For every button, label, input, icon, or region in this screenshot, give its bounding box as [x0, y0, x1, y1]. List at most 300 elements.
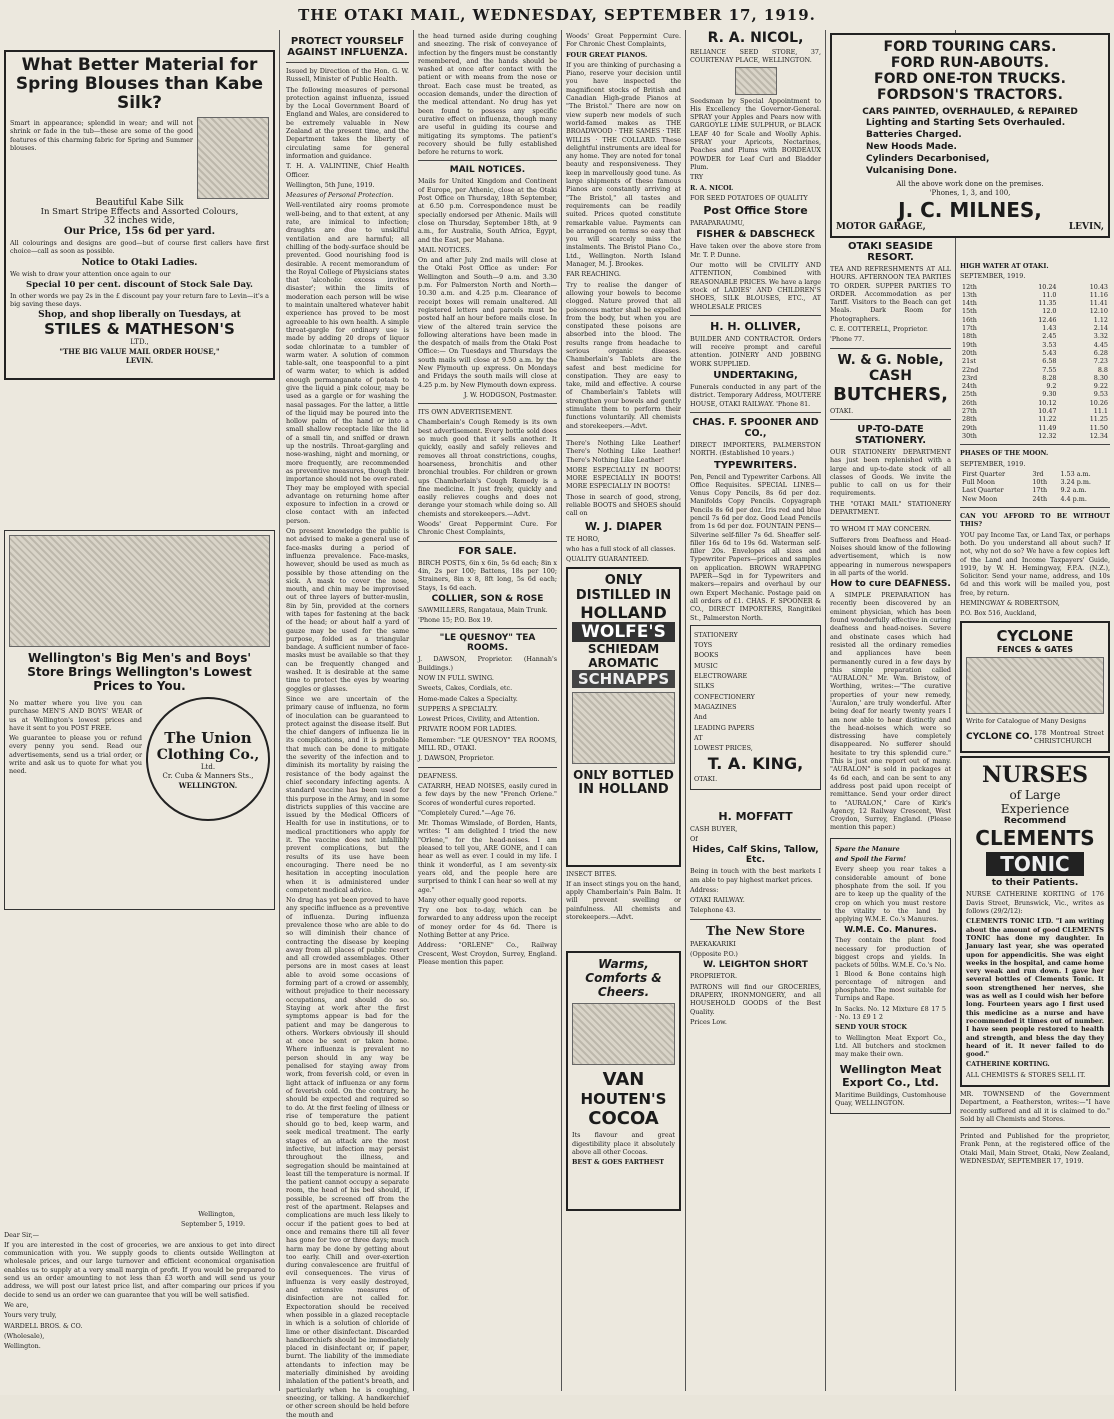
column-3: [414, 30, 562, 1391]
union-body1: No matter where you live you can purchase MEN'S AND BOYS' WEAR of us at Wellington's lowest prices and have it sent to you POST FREE.: [9, 699, 142, 732]
cyclone-catalogue: Write for Catalogue of Many Designs: [966, 716, 1087, 725]
resort-sig: C. E. COTTERELL, Proprietor.: [830, 325, 928, 334]
king-item: LOWEST PRICES,: [694, 744, 753, 753]
for-sale-title: FOR SALE.: [458, 545, 517, 557]
ford-list-item: Cylinders Decarbonised,: [866, 154, 990, 164]
moffatt-address2: OTAKI RAILWAY.: [690, 896, 745, 905]
king-item: And: [694, 713, 707, 722]
short-name: W. LEIGHTON SHORT: [703, 960, 808, 971]
wardell-sign: WARDELL BROS. & CO.: [4, 1321, 83, 1330]
for-sale-body: BIRCH POSTS, 6in x 6in, 5s 6d each; 8in x 4in, 2s per 100; Battens, 18s per 100; Strainers, 8in x 8, 8ft long, 5s 6d each; Stays, 1s 6d each.: [418, 558, 557, 592]
tide-cell: 24th: [962, 382, 977, 391]
tide-row: [960, 357, 1110, 365]
king-item: STATIONERY: [694, 630, 738, 639]
deafness-title: DEAFNESS.: [418, 771, 458, 780]
moon-cell: 4.4 p.m.: [1060, 494, 1087, 503]
column-5: [686, 30, 826, 1391]
tide-cell: 18th: [962, 332, 977, 341]
tide-cell: 19th: [962, 340, 977, 349]
stationery-body: OUR STATIONERY DEPARTMENT has just been replenished with a large and up-to-date stock of all classes of Goods. We invite the public to call on us for their requirements.: [830, 447, 951, 498]
king-item: MAGAZINES: [694, 702, 737, 711]
king-item: BOOKS: [694, 651, 719, 660]
moon-cell: 9.2 a.m.: [1060, 486, 1087, 495]
moffatt-goods: Hides, Calf Skins, Tallow, Etc.: [692, 845, 819, 866]
cocoa-line7: Its flavour and great digestibility place it absolutely above all other Cocoas.: [572, 1131, 675, 1156]
moffatt-telephone: Telephone 43.: [690, 906, 736, 915]
tide-cell: 10.24: [1038, 282, 1057, 291]
moon-title: PHASES OF THE MOON.: [960, 449, 1049, 458]
tide-cell: 12.46: [1038, 315, 1057, 324]
nicol-sub: RELIANCE SEED STORE, 37, COURTENAY PLACE, WELLINGTON.: [690, 48, 821, 65]
cured-body2: Many other equally good reports.: [418, 895, 527, 904]
influenza-subhead: Measures of Personal Protection.: [286, 191, 394, 200]
paraparaumu: PARAPARAUMU,: [690, 219, 745, 228]
tide-cell: 15th: [962, 307, 977, 316]
le-quesnoy-title: "LE QUESNOY" TEA ROOMS.: [439, 633, 536, 654]
tide-row: [960, 299, 1110, 307]
stiles-notice-body: We wish to draw your attention once again to our: [10, 269, 171, 278]
tide-cell: 3.53: [1042, 340, 1057, 349]
moon-row: [960, 478, 1110, 486]
tide-cell: 4.45: [1093, 340, 1108, 349]
column-2: [282, 30, 414, 1419]
schnapps-line2: DISTILLED IN: [575, 587, 672, 603]
stiles-notice-title: Notice to Otaki Ladies.: [81, 257, 198, 268]
resort-title: OTAKI SEASIDE RESORT.: [847, 241, 934, 263]
cocoa-line3: Cheers.: [597, 985, 650, 1000]
cocoa-line1: Warms,: [598, 957, 649, 972]
concern-title: TO WHOM IT MAY CONCERN.: [830, 525, 931, 534]
clements-advert: [960, 756, 1110, 1087]
tide-row: [960, 424, 1110, 432]
tide-cell: 7.55: [1042, 365, 1057, 374]
tide-cell: 6.58: [1042, 357, 1057, 366]
tide-cell: 27th: [962, 407, 977, 416]
le-quesnoy-1: Sweets, Cakes, Cordials, etc.: [418, 684, 513, 693]
moon-row: [960, 486, 1110, 494]
le-quesnoy-prop: J. DAWSON, Proprietor. (Hannah's Buildings.): [418, 655, 557, 672]
king-item: ELECTROWARE: [694, 672, 748, 681]
new-store-title: The New Store: [706, 923, 805, 938]
influenza-continued: the head turned aside during coughing and sneezing. The risk of conveyance of infection by the fingers must be constantly remembered, and the hands should be washed at once after contact with the patient or with means from the nose or throat. Each case must be treated, as occasion demands, under the direction of the medical attendant. No drug has yet been found to possess any specific curative effect on influenza, though many are useful in guiding its course and mitigating its symptoms. The patient's recovery should be fully established before he returns to work.: [418, 32, 557, 157]
howto-body: A SIMPLE PREPARATION has recently been discovered by an eminent physician, which has been found wonderfully effective in curing deafness and head-noises. Severe and obstinate cases which had resisted all the ordinary remedies and appliances have been permanently cured in a few days by this simple preparation called "AURALON." Mr. Wm. Bristow, of Worthing, writes:—"The curative properties of your new remedy, 'Auralon,' are truly wonderful. After being deaf for nearly twenty years I am now able to hear distinctly and the head-noises which were so distressing have completely disappeared. No sufferer should hesitate to try this splendid cure." This is just one report out of many. "AURALON" is sold in packages at 4s 6d each, and can be sent to any address post paid upon receipt of remittance. Send your order direct to "AURALON," Care of Kirk's Agency, 12 Railway Crescent, West Croydon, Surrey, England. (Please mention this paper.): [830, 591, 951, 832]
tide-cell: 9.2: [1046, 382, 1057, 391]
tide-title: HIGH WATER AT OTAKI.: [960, 262, 1049, 270]
tide-cell: 22nd: [962, 365, 979, 374]
moffatt-name: H. MOFFATT: [718, 809, 793, 823]
manure-prices: In Sacks. No. 12 Mixture £8 17 5 · No. 13 £9 1 2: [835, 1004, 946, 1022]
moon-cell: 1.53 a.m.: [1060, 469, 1091, 478]
pianos-title: FOUR GREAT PIANOS.: [566, 50, 648, 59]
union-body2: We guarantee to please you or refund every penny you send. Read our advertisements, send us a trial order, or write and ask us to quote for what you need.: [9, 734, 142, 776]
tide-row: [960, 432, 1110, 440]
schnapps-line3: HOLLAND: [580, 602, 667, 622]
influenza-title: PROTECT YOURSELF AGAINST INFLUENZA.: [287, 36, 408, 58]
tide-cell: 11.22: [1038, 415, 1057, 424]
leather-2: MORE ESPECIALLY IN BOOTS! MORE ESPECIALLY IN BOOTS! MORE ESPECIALLY IN BOOTS!: [566, 465, 681, 491]
tide-cell: 12th: [962, 282, 977, 291]
collier-sub: SAWMILLERS, Rangataua, Main Trunk.: [418, 605, 548, 614]
diaper-town: TE HORO,: [566, 534, 600, 543]
undertaking-title: UNDERTAKING,: [713, 370, 798, 382]
tide-cell: 5.43: [1042, 348, 1057, 357]
mail-notices-2: On and after July 2nd mails will close at the Otaki Post Office as under: For Wellington and South—9 a.m. and 3.30 p.m. For Palmerston North and North—10.30 a.m. and 4.25 p.m. Clearance of receipt boxes will remain unaltered. All registered letters and parcels must be posted half an hour before mails close. In view of the altered train service the following alterations have been made in the despatch of mails from the Otaki Post Office:— On Tuesdays and Thursdays the south mails will close at 9.50 a.m. by the New Plymouth up express. On Mondays and Fridays the south mails will close at 4.25 p.m. by New Plymouth down express.: [418, 256, 557, 389]
tax-title: CAN YOU AFFORD TO BE WITHOUT THIS?: [960, 512, 1110, 529]
king-item: TOYS: [694, 641, 713, 650]
stiles-town: LEVIN.: [125, 356, 154, 366]
tide-cell: 11.35: [1038, 299, 1057, 308]
howto-title: How to cure DEAFNESS.: [830, 579, 951, 590]
stiles-price: Our Price, 15s 6d per yard.: [63, 226, 216, 237]
union-logo: [146, 697, 270, 821]
ford-line3: FORD ONE-TON TRUCKS.: [874, 71, 1066, 87]
influenza-body3: On present knowledge the public is not advised to make a general use of face-masks during a period of influenza prevalence. Face-masks, however, should be used as much as possible by those attending on the sick. A mask to cover the nose, mouth, and chin may be improvised out of three layers of butter-muslin, 8in by 5in, provided at the corners with tapes for fastening at the back of the head; or about half a yard of gauze may be used for the same purpose, folded as a triangular bandage. A sufficient number of face-masks must be available so that they can be frequently changed and washed. It is desirable at the same time to protect the eyes by wearing goggles or glasses.: [286, 527, 409, 693]
olliver-sub: BUILDER AND CONTRACTOR. Orders will receive prompt and careful attention. JOINERY AND JOBBING WORK SUPPLIED.: [690, 334, 821, 368]
nicol-seed: FOR SEED POTATOES OF QUALITY: [690, 193, 808, 202]
le-quesnoy-2: Home-made Cakes a Specialty.: [418, 694, 518, 703]
fisher-sub: Have taken over the above store from Mr. T. P. Dunne.: [690, 242, 821, 259]
ford-line7: 'Phones, 1, 3, and 100,: [929, 189, 1011, 197]
ford-list-item: New Hoods Made.: [866, 142, 957, 152]
tide-row: [960, 382, 1110, 390]
moon-cell: 10th: [1032, 478, 1048, 487]
cyclone-name: CYCLONE: [996, 626, 1074, 645]
tide-row: [960, 324, 1110, 332]
cocoa-cup-illustration: [572, 1003, 675, 1065]
concern-body: Sufferers from Deafness and Head-Noises should know of the following advertisement, which is now appearing in numerous newspapers in all parts of the world.: [830, 535, 951, 577]
ford-list-item: Lighting and Starting Sets Overhauled.: [866, 118, 1066, 128]
tax-body: YOU pay Income Tax, or Land Tax, or perhaps both. Do you understand all about such? If not, why not do so? We have a few copies left of the Land and Income Taxpayers' Guide, 1919, by W. H. Hemingway, F.P.A. (N.Z.), Solicitor. Send your name, address, and 10s 6d and this work will be mailed you, post free, by return.: [960, 530, 1110, 597]
tide-cell: 1.12: [1093, 315, 1108, 324]
tide-cell: 12.0: [1042, 307, 1057, 316]
diaper-sub: who has a full stock of all classes.: [566, 544, 676, 553]
manure-send-body: to Wellington Meat Export Co., Ltd. All butchers and stockmen may make their own.: [835, 1033, 946, 1059]
diaper-name: W. J. DIAPER: [584, 519, 663, 533]
noble-cash: CASH: [869, 367, 912, 384]
cocoa-line8: BEST & GOES FARTHEST: [572, 1158, 664, 1167]
ford-line6: All the above work done on the premises.: [896, 180, 1044, 188]
stiles-fare: In other words we pay 2s in the £ discount pay your return fare to Levin—it's a big saving these days.: [10, 291, 269, 309]
olliver-name: H. H. OLLIVER,: [710, 319, 801, 333]
tide-cell: 14th: [962, 299, 977, 308]
moffatt-sub: CASH BUYER,: [690, 824, 738, 833]
noble-butchers: BUTCHERS,: [833, 383, 948, 405]
manure-line1: Spare the Manure: [835, 844, 900, 853]
ford-line5: CARS PAINTED, OVERHAULED, & REPAIRED: [862, 107, 1078, 117]
collier-name: COLLIER, SON & ROSE: [431, 593, 544, 604]
peppermint-cure: Woods' Great Peppermint Cure. For Chronic Chest Complaints,: [566, 32, 681, 49]
noble-name: W. & G. Noble,: [837, 352, 944, 368]
le-quesnoy-3: SUPPERS A SPECIALTY.: [418, 704, 498, 713]
tide-cell: 9.30: [1042, 390, 1057, 399]
tide-cell: 17th: [962, 324, 977, 333]
spooner-name: CHAS. F. SPOONER AND CO.,: [692, 416, 819, 439]
moon-cell: 3rd: [1032, 469, 1044, 478]
insect-body: If an insect stings you on the hand, apply Chamberlain's Pain Balm. It will prevent swelling or painfulness. All chemists and storekeepers.—Advt.: [566, 879, 681, 921]
moon-cell: 3.24 p.m.: [1060, 478, 1091, 487]
king-item: MUSIC: [694, 661, 718, 670]
tide-cell: 11.1: [1093, 407, 1108, 416]
stiles-width: 32 inches wide,: [103, 216, 176, 226]
union-logo-line1: The Union: [164, 728, 252, 747]
tide-cell: 10.26: [1089, 398, 1108, 407]
schnapps-line6: AROMATIC: [588, 655, 659, 670]
schnapps-advert: [566, 567, 681, 867]
influenza-issued: Issued by Direction of the Hon. G. W. Russell, Minister of Public Health.: [286, 67, 409, 84]
tide-row: [960, 349, 1110, 357]
king-advert: [690, 625, 821, 790]
wardell-sign2: (Wholesale),: [4, 1331, 45, 1340]
schnapps-line8: ONLY BOTTLED: [573, 767, 674, 782]
tide-row: [960, 366, 1110, 374]
ford-advert: [830, 33, 1110, 238]
nicol-name: R. A. NICOL,: [707, 30, 804, 46]
king-item: SILKS: [694, 682, 715, 691]
cured-title: "Completely Cured."—Age 76.: [418, 808, 516, 817]
tide-cell: 8.28: [1042, 373, 1057, 382]
cured-address: Address: "ORLENE" Co., Railway Crescent, West Croydon, Surrey, England. Please mention this paper.: [418, 941, 557, 966]
wardell-body: If you are interested in the cost of groceries, we are anxious to get into direct communication with you. We supply goods to clients outside Wellington at wholesale prices, and our large turnover and efficient economical organisation enables us to supply at a very small margin of profit. If you would be prepared to send us an order amounting to not less than £3 worth and will send us your address, we will post our latest price list, and after comparing our prices if you decide to send us an order we can guarantee that you will be well satisfied.: [4, 1240, 275, 1299]
to-patients: to their Patients.: [991, 878, 1079, 889]
king-item: LEADING PAPERS: [694, 723, 755, 732]
tide-cell: 25th: [962, 390, 977, 399]
moon-cell: 17th: [1032, 486, 1048, 495]
moon-cell: 24th: [1032, 494, 1048, 503]
quality-guaranteed: QUALITY GUARANTEED.: [566, 555, 649, 564]
moffatt-body: Being in touch with the best markets I am able to pay highest market prices.: [690, 867, 821, 884]
cocoa-line5: HOUTEN'S: [580, 1090, 667, 1109]
le-quesnoy-full: NOW IN FULL SWING.: [418, 674, 494, 682]
tide-cell: 13th: [962, 290, 977, 299]
cyclone-advert: [960, 621, 1110, 754]
manure-body: Every sheep you rear takes a considerable amount of bone phosphate from the soil. If you are to keep up the quality of the crop on which you must restore the vitality to the land by applying W.M.E. Co.'s Manures.: [835, 865, 946, 924]
milnes-town: LEVIN,: [1068, 222, 1104, 232]
moon-cell: New Moon: [962, 494, 998, 503]
nurses-title: NURSES: [981, 762, 1089, 789]
union-headline: Wellington's Big Men's and Boys' Store Brings Wellington's Lowest Prices to You.: [27, 651, 252, 693]
tide-cell: 16th: [962, 315, 977, 324]
moffatt-of: Of: [690, 835, 698, 843]
stiles-name: STILES & MATHESON'S: [44, 320, 235, 339]
tide-row: [960, 374, 1110, 382]
tide-row: [960, 307, 1110, 315]
le-quesnoy-6: Remember: "LE QUESNOY" TEA ROOMS, MILL RD., OTAKI.: [418, 735, 557, 753]
milnes-name: J. C. MILNES,: [898, 198, 1042, 222]
schnapps-line5: SCHIEDAM: [587, 641, 660, 656]
union-advert: [4, 530, 275, 910]
stiles-slogan: "THE BIG VALUE MAIL ORDER HOUSE,": [59, 347, 220, 357]
moon-cell: Full Moon: [962, 478, 996, 487]
schnapps-line4: WOLFE'S: [572, 622, 675, 642]
resort-body: TEA AND REFRESHMENTS AT ALL HOURS. AFTERNOON TEA PARTIES TO ORDER. SUPPER PARTIES TO ORDER. Accommodation as per Tariff. Visitors to the Beach can get Meals. Dark Room for Photographers.: [830, 265, 951, 323]
own-ad-body: Chamberlain's Cough Remedy is its own best advertisement. Every bottle sold does so much good that it sells another. It quickly, easily and safely relieves and removes all throat constrictions, coughs, hoarseness, bronchitis and other bronchial troubles. For children or grown ups Chamberlain's Cough Remedy is a fine medicine. It just freely, quickly and easily relieves coughs and does not derange your stomach while doing so. All chemists and storekeepers.—Advt.: [418, 418, 557, 518]
union-logo-line3: Ltd.: [200, 762, 216, 771]
tide-table: [960, 283, 1110, 441]
typewriters-body: Pen, Pencil and Typewriter Carbons. All Office Requisites. SPECIAL LINES— Venus Copy Pencils, 8s 6d per doz. Manifolds Copy Pencils. Copyagraph Pencils 8s 6d per doz. Iris red and blue pencil 7s 6d per doz. Good Lead Pencils from 1s 6d per doz. FOUNTAIN PENS— Silverine self-filler 7s 6d. Sheaffer self-filler 16s 6d to 19s 6d. Waterman self-filler 20s. Envelopes all sizes and Typewriter Papers—prices and samples on application. BROWN WRAPPING PAPER—Sqd in for Typewriters and makers—repairs and overhaul by our own Expert Mechanic. Postage paid on all orders of £1. CHAS. F. SPOONER & CO., DIRECT IMPORTERS, Rangitikei St., Palmerston North.: [690, 472, 821, 622]
cyclone-sub: FENCES & GATES: [996, 644, 1074, 654]
king-item: CONFECTIONERY: [694, 692, 755, 701]
tide-cell: 10.12: [1038, 398, 1057, 407]
ford-line1: FORD TOURING CARS.: [883, 39, 1057, 55]
tide-cell: 12.32: [1038, 431, 1057, 440]
tide-cell: 30th: [962, 431, 977, 440]
tide-cell: 11.0: [1042, 290, 1057, 299]
nurse-foot: ALL CHEMISTS & STORES SELL IT.: [966, 1070, 1086, 1079]
manure-body2: They contain the plant food necessary for production of biggest crops and yields. In packets of 50lbs. W.M.E. Co.'s No. 1 Blood & Bone contains high percentage of nitrogen and phosphate. The most suitable for Turnips and Rape.: [835, 936, 946, 1003]
moon-row: [960, 470, 1110, 478]
tide-cell: 6.28: [1093, 348, 1108, 357]
fence-gate-illustration: [966, 657, 1104, 714]
tide-cell: 11.49: [1038, 423, 1057, 432]
nurse-name: NURSE CATHERINE KORTING of 176 Davis Street, Brunswick, Vic., writes as follows (29/2/12):: [966, 890, 1104, 916]
stiles-body: Smart in appearance; splendid in wear; and will not shrink or fade in the tub—these are some of the good features of this charming fabric for Spring and Summer blouses.: [10, 119, 193, 152]
stiles-headline: What Better Material for Spring Blouses than Kabe Silk?: [15, 55, 264, 113]
cured-body: Mr. Thomas Wimslade, of Borden, Hants, writes: "I am delighted I tried the new "Orlene," for the head-noises. I am pleased to tell you, ARE GONE, and I can hear as well as ever. I could in my life. I think it wonderful, as I am seventy-six years old, and the people here are surprised to think I can hear so well at my age.": [418, 819, 557, 894]
leather-3: Those in search of good, strong, reliable BOOTS and SHOES should call on: [566, 492, 681, 518]
tide-cell: 11.41: [1089, 299, 1108, 308]
ford-list-item: Vulcanising Done.: [866, 166, 958, 176]
cured-body3: Try one box to-day, which can be forwarded to any address upon the receipt of money order for 4s 6d. There is Nothing Better at any Price.: [418, 906, 557, 940]
column-4: [562, 30, 686, 1391]
moffatt-address: Address:: [690, 885, 719, 894]
leather-1: There's Nothing Like Leather! There's Nothing Like Leather! There's Nothing Like Leather!: [566, 438, 681, 464]
tide-cell: 28th: [962, 415, 977, 424]
tide-row: [960, 399, 1110, 407]
manure-send: SEND YOUR STOCK: [835, 1023, 907, 1032]
tax-sig: HEMINGWAY & ROBERTSON,: [960, 598, 1060, 607]
le-quesnoy-5: PRIVATE ROOM FOR LADIES.: [418, 725, 517, 734]
fisher-body: Our motto will be CIVILITY AND ATTENTION, Combined with REASONABLE PRICES. We have a large stock of LADIES' AND CHILDREN'S SHOES, SILK BLOUSES, ETC., AT WHOLESALE PRICES: [690, 261, 821, 311]
tide-cell: 11.25: [1089, 415, 1108, 424]
ford-list-item: Batteries Charged.: [866, 130, 962, 140]
schnapps-line9: IN HOLLAND: [578, 781, 669, 797]
wardell-greeting: Dear Sir,—: [4, 1230, 39, 1239]
wardell-close1: We are,: [4, 1300, 29, 1309]
stiles-special: Special 10 per cent. discount of Stock Sale Day.: [26, 279, 253, 290]
influenza-body2: Well-ventilated airy rooms promote well-being, and to that extent, at any rate, are inimical to infection; draughts are due to unskilful ventilation and are harmful; all chilling of the body-surface should be prevented. Good nourishing food is desirable. A recent memorandum of the Royal College of Physicians states that 'alcoholic excess invites disaster'; within the limits of moderation each person will be wise to maintain unaltered whatever habit experience has proved to be most agreeable to his own health. A simple throat-gargle for ordinary use is made by adding 20 drops of liquor sodæ chlorinatæ to a tumbler of warm water. A solution of common table-salt, one teaspoonful to a pint of warm water, to which is added enough permanganate of potash to give the liquid a pink colour, may be used as a gargle or for washing the nasal passages. For the latter, a little of the liquid may be poured into the hollow palm of the hand or into a small shallow receptacle like the lid of a small tin, and sniffed or drawn up the nostrils. Throat-gargling and nose-washing, night and morning, or more frequently, are recommended as preventive measures, though their importance should not be over-rated. They may be employed with special advantage on returning home after exposure to infection in a crowd or close contact with an infected person.: [286, 201, 409, 525]
printed-by: Printed and Published for the proprietor, Frank Penn, at the registered office of the Otaki Mail, Main Street, Otaki, New Zealand, WEDNESDAY, SEPTEMBER 17, 1919.: [960, 1132, 1110, 1166]
recommend: Recommend: [1003, 816, 1067, 827]
stiles-shop: Shop, and shop liberally on Tuesdays, at: [38, 310, 241, 321]
tide-cell: 9.22: [1093, 382, 1108, 391]
nicol-try: TRY: [690, 173, 704, 182]
far-reaching-body: Try to realise the danger of allowing your bowels to become clogged. Nature proved that all poisonous matter shall be expelled from the body, but when you are constipated these poisons are absorbed into the blood. The results range from headache to serious organic diseases. Chamberlain's Tablets are the safest and best medicine for constipation. They are easy to take, mild and effective. A course of Chamberlain's Tablets will strengthen your bowels and gently stimulate them to perform their functions voluntarily. All chemists and storekeepers.—Advt.: [566, 280, 681, 430]
new-store-po: (Opposite P.O.): [690, 950, 738, 959]
tide-cell: 8.30: [1093, 373, 1108, 382]
lady-illustration: [197, 117, 269, 199]
pianos-body: If you are thinking of purchasing a Piano, reserve your decision until you have inspected the magnificent stocks of British and Canadian High-grade Pianos at "The Bristol." There are now on view superb new models of such world-famed makes as THE BROADWOOD · THE SAMES · THE WILLIS · THE COLLARD. These delightful instruments are ideal for any home. They are noted for tonal beauty and responsiveness. They keep in marvellously good tune. As large shipments of these famous Pianos are constantly arriving at "The Bristol," all tastes and requirements can be readily suited. Prices quoted constitute remarkable value. Payments can be arranged on terms so easy that you will scarcely miss the instalments. The Bristol Piano Co., Ltd., Wellington. North Island Manager, M. J. Brookes.: [566, 60, 681, 269]
stiles-ltd: LTD.,: [130, 338, 149, 347]
post-office-store: Post Office Store: [703, 204, 808, 218]
tide-cell: 9.53: [1093, 390, 1108, 399]
store-building-illustration: [9, 535, 270, 647]
short-proprietor: PROPRIETOR.: [690, 972, 737, 981]
short-body: PATRONS will find our GROCERIES, DRAPERY, IRONMONGERY, and all HOUSEHOLD GOODS of the Best Quality.: [690, 982, 821, 1016]
nicol-body: Seedsman by Special Appointment to His Excellency the Governor-General. SPRAY your Apples and Pears now with GARGOYLE LIME SULPHUR, or BLACK LEAF 40 for Scale and Woolly Aphis. SPRAY your Apricots, Nectarines, Peaches and Plums with BORDEAUX POWDER for Leaf Curl and Bladder Plum.: [690, 96, 821, 171]
le-quesnoy-7: J. DAWSON, Proprietor.: [418, 754, 495, 763]
deafness-body: CATARRH, HEAD NOISES, easily cured in a few days by the new "French Orlene." Scores of wonderful cures reported.: [418, 781, 557, 807]
moon-cell: First Quarter: [962, 469, 1006, 478]
short-prices: Prices Low.: [690, 1017, 727, 1026]
own-ad-title: ITS OWN ADVERTISEMENT.: [418, 408, 513, 417]
tide-cell: 10.43: [1089, 282, 1108, 291]
tide-cell: 12.34: [1089, 431, 1108, 440]
clements-name: CLEMENTS: [975, 826, 1095, 851]
stationery-dept: THE "OTAKI MAIL" STATIONERY DEPARTMENT.: [830, 499, 951, 517]
resort-phone: 'Phone 77.: [830, 335, 865, 344]
tide-row: [960, 341, 1110, 349]
typewriters-title: TYPEWRITERS.: [713, 459, 798, 471]
union-logo-line2: Clothing Co.,: [156, 746, 260, 763]
stiles-samples: All colourings and designs are good—but of course first callers have first choice—call as soon as possible.: [10, 239, 269, 256]
king-item: AT: [694, 733, 703, 742]
undertaking-sub: Funerals conducted in any part of the district. Temporary Address, MOUTERE HOUSE, OTAKI RAILWAY. 'Phone 81.: [690, 383, 821, 408]
tide-cell: 23rd: [962, 373, 978, 382]
nurses-of: of Large: [1009, 788, 1061, 803]
wardell-place: Wellington,: [198, 1210, 235, 1218]
insect-title: INSECT BITES.: [566, 869, 617, 878]
nicol-name-2: R. A. NICOL: [690, 183, 734, 192]
tax-box: P.O. Box 516, Auckland,: [960, 609, 1037, 618]
woods-cure: Woods' Great Peppermint Cure. For Chronic Chest Complaints,: [418, 520, 557, 537]
tide-cell: 2.45: [1042, 332, 1057, 341]
moon-table: [960, 470, 1110, 503]
tide-cell: 11.16: [1089, 290, 1108, 299]
tide-cell: 11.50: [1089, 423, 1108, 432]
influenza-dateline: Wellington, 5th June, 1919.: [286, 180, 375, 189]
tide-cell: 10.47: [1038, 407, 1057, 416]
mail-notices-sig: J. W. HODGSON, Postmaster.: [463, 390, 557, 399]
le-quesnoy-4: Lowest Prices, Civility, and Attention.: [418, 715, 540, 724]
tide-row: [960, 283, 1110, 291]
ford-line4: FORDSON'S TRACTORS.: [877, 87, 1063, 103]
king-name: T. A. KING,: [707, 754, 804, 774]
stationery-title: STATIONERY.: [855, 434, 926, 446]
nurses-experience: Experience: [1000, 802, 1070, 817]
nurse-body: CLEMENTS TONIC LTD. "I am writing about the amount of good CLEMENTS TONIC has done my daughter. In January last year, she was operated upon for appendicitis. She was eight weeks in the hospital, and came home very weak and run down. I gave her several bottles of Clements Tonic. It soon strengthened her nerves, she was as well as I could wish her before long. Fourteen years ago I first used this medicine as a nurse and have recommended it times out of number. I have seen people restored to health and strength, and bless the day they heard of it. It never failed to do good.": [966, 917, 1104, 1059]
tide-row: [960, 316, 1110, 324]
stiles-advert: [4, 50, 275, 380]
influenza-body4: Since we are uncertain of the primary cause of influenza, no form of inoculation can be guaranteed to protect against the disease itself. But the chief dangers of influenza lie in its complications, and it is probable that much can be done to mitigate the severity of the infection and to diminish its mortality by raising the resistance of the body against the chief secondary infecting agents. A standard vaccine has been used for this purpose in the Army, and in some districts supplies of this vaccine are issued by the Medical Officers of Health for use in institutions, or to medical practitioners who apply for it. The vaccine does not infallibly prevent complications, but the results of its use have been encouraging. There need be no hesitation in accepting inoculation when it is administered under competent medical advice.: [286, 694, 409, 894]
wardell-date: September 5, 1919.: [180, 1220, 245, 1229]
tide-cell: 1.43: [1042, 324, 1057, 333]
tide-cell: 21st: [962, 357, 976, 366]
schnapps-line1: ONLY: [604, 572, 643, 588]
townsend: MR. TOWNSEND of the Government Department, a Featherston, writes:—"I have recently suffered and all it is claimed to do." Sold by all Chemists and Stores.: [960, 1090, 1110, 1123]
column-1: [0, 30, 280, 1391]
wardell-close2: Yours very truly,: [4, 1311, 57, 1320]
tide-cell: 3.32: [1093, 332, 1108, 341]
tide-cell: 29th: [962, 423, 977, 432]
wardell-letter: [4, 1210, 275, 1350]
influenza-sig: T. H. A. VALINTINE, Chief Health Officer.: [286, 162, 409, 179]
new-store-town: PAEKAKARIKI: [690, 939, 736, 948]
tide-row: [960, 407, 1110, 415]
mail-notices-title: MAIL NOTICES.: [449, 165, 526, 176]
cyclone-co: CYCLONE CO.: [966, 732, 1033, 743]
collier-phone: 'Phone 15; P.O. Box 19.: [418, 616, 493, 625]
tide-row: [960, 291, 1110, 299]
tide-cell: 20th: [962, 348, 977, 357]
moon-row: [960, 495, 1110, 503]
wme-name: Wellington Meat Export Co., Ltd.: [839, 1062, 942, 1089]
royal-crest-icon: [735, 67, 777, 95]
milnes-garage: MOTOR GARAGE,: [836, 222, 926, 232]
tide-cell: 26th: [962, 398, 977, 407]
cocoa-line2: Comforts &: [585, 971, 662, 986]
tide-cell: 2.14: [1093, 324, 1108, 333]
tide-month: SEPTEMBER, 1919.: [960, 272, 1026, 281]
